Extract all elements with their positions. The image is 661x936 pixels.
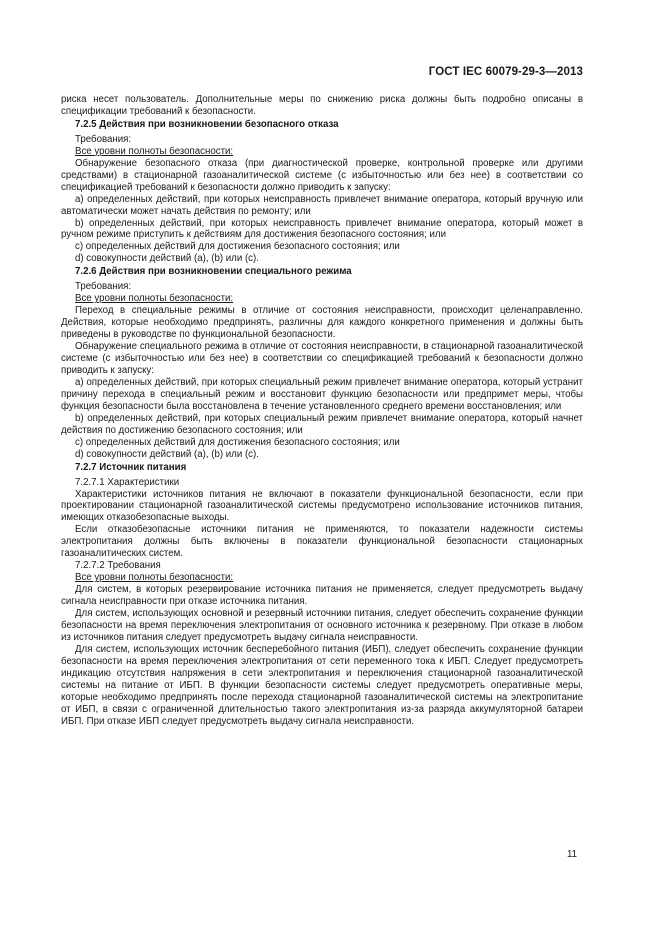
paragraph: Обнаружение безопасного отказа (при диагностической проверке, контрольной проверке или другими средствами) в стационарной газоаналитической системе (с избыточностью или без нее) в соответствии со спецификацией требований к безопасности должно приводить к запуску: bbox=[61, 157, 583, 193]
safety-levels-label: Все уровни полноты безопасности: bbox=[75, 293, 234, 305]
paragraph: Если отказобезопасные источники питания не применяются, то показатели надежности системы электропитания должны быть включены в показатели функциональной безопасности стационарных газоаналитических систем. bbox=[61, 524, 583, 560]
list-item: b) определенных действий, при которых специальный режим привлечет внимание оператора, который начнет действия по достижению безопасного состояния; или bbox=[61, 412, 583, 436]
paragraph: Переход в специальные режимы в отличие от состояния неисправности, происходит целенаправленно. Действия, которые необходимо предпринять, различны для каждого конкретного применения и должны быть приведены в руководстве по функциональной безопасности. bbox=[61, 305, 583, 341]
list-item: b) определенных действий, при которых неисправность привлечет внимание оператора, который может в ручном режиме приступить к действиям для достижения безопасного состояния; или bbox=[61, 217, 583, 241]
list-item: a) определенных действий, при которых специальный режим привлечет внимание оператора, который устранит причину перехода в специальный режим и восстановит функцию безопасности или предпримет меры, чтобы функция безопасности была восстановлена в течение установленного среднего времени восстановления; или bbox=[61, 376, 583, 412]
section-heading-7-2-7: 7.2.7 Источник питания bbox=[75, 461, 187, 473]
section-heading-7-2-6: 7.2.6 Действия при возникновении специального режима bbox=[75, 266, 352, 278]
paragraph: Характеристики источников питания не включают в показатели функциональной безопасности, если при проектировании стационарной газоаналитической системы предусмотрено использование источников питания, имеющих отказобезопасные выходы. bbox=[61, 488, 583, 524]
requirements-label: Требования: bbox=[75, 133, 132, 145]
section-heading-7-2-5: 7.2.5 Действия при возникновении безопасного отказа bbox=[75, 118, 339, 130]
subsection-heading-7-2-7-1: 7.2.7.1 Характеристики bbox=[75, 476, 180, 488]
paragraph: Для систем, использующих основной и резервный источники питания, следует обеспечить сохранение функции безопасности на время переключения электропитания от основного источника к резервному. При отказе в любом из источников питания следует предусмотреть выдачу сигнала неисправности. bbox=[61, 608, 583, 643]
paragraph: Для систем, в которых резервирование источника питания не применяется, следует предусмотреть выдачу сигнала неисправности при отказе источника питания. bbox=[61, 584, 583, 608]
list-item: d) совокупности действий (a), (b) или (c). bbox=[75, 448, 259, 460]
paragraph: Обнаружение специального режима в отличие от состояния неисправности, в стационарной газоаналитической системе (с избыточностью или без нее) в соответствии со спецификацией требований к безопасности должно приводить к запуску: bbox=[61, 341, 583, 376]
standard-header: ГОСТ IEC 60079-29-3—2013 bbox=[428, 66, 583, 78]
list-item: a) определенных действий, при которых неисправность привлечет внимание оператора, который вручную или автоматически может начать действия по ремонту; или bbox=[61, 193, 583, 217]
document-body bbox=[61, 94, 583, 728]
list-item: c) определенных действий для достижения безопасного состояния; или bbox=[75, 241, 400, 253]
paragraph: Для систем, использующих источник бесперебойного питания (ИБП), следует обеспечить сохранение функции безопасности на время переключения электропитания от сети переменного тока к ИБП. Следует предусмотреть индикацию отсутствия напряжения в сети электропитания и переключения стационарной газоаналитической системы на питание от ИБП. В функции безопасности системы следует предусмотреть оперативные меры, которые необходимо предпринять после перехода стационарной газоаналитической системы на электропитание от ИБП, в связи с ограниченной длительностью такого электропитания из-за разряда аккумуляторной батареи ИБП. При отказе ИБП следует предусмотреть выдачу сигнала неисправности. bbox=[61, 643, 583, 727]
requirements-label: Требования: bbox=[75, 281, 132, 293]
safety-levels-label: Все уровни полноты безопасности: bbox=[75, 572, 234, 584]
list-item: d) совокупности действий (a), (b) или (c). bbox=[75, 253, 259, 265]
page-number: 11 bbox=[566, 849, 577, 860]
subsection-heading-7-2-7-2: 7.2.7.2 Требования bbox=[75, 560, 161, 572]
list-item: c) определенных действий для достижения безопасного состояния; или bbox=[75, 436, 400, 448]
paragraph: риска несет пользователь. Дополнительные меры по снижению риска должны быть подробно описаны в спецификации требований к безопасности. bbox=[61, 94, 583, 117]
safety-levels-label: Все уровни полноты безопасности: bbox=[75, 145, 234, 157]
